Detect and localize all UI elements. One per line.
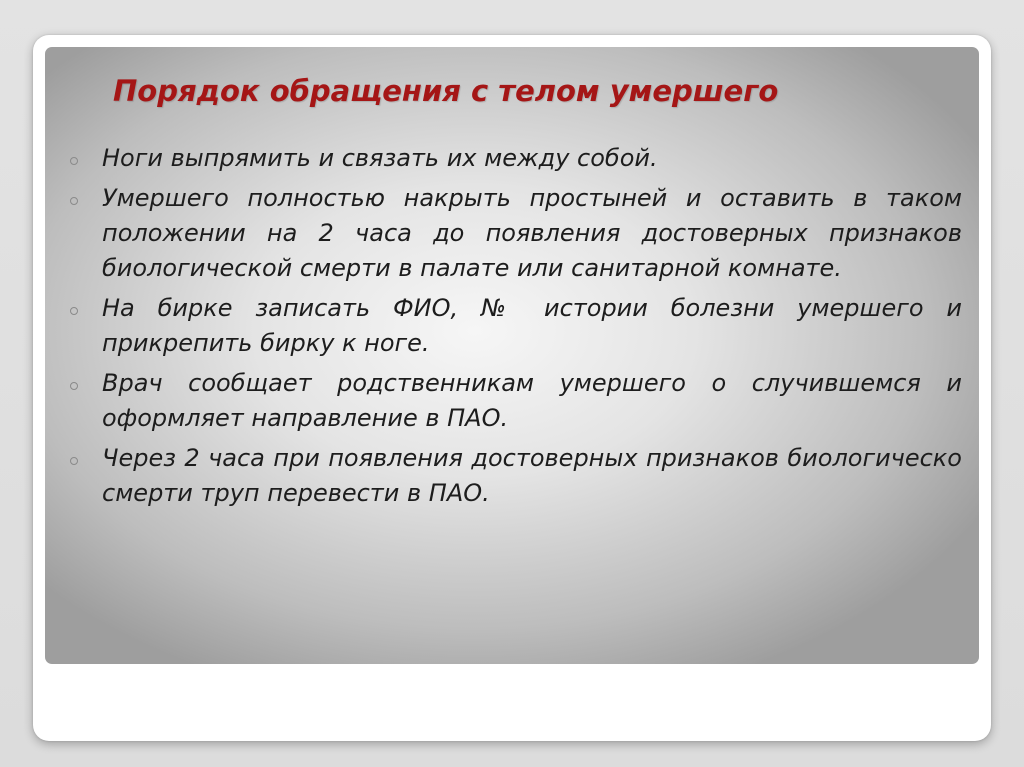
circle-bullet-icon (70, 307, 78, 315)
circle-bullet-icon (70, 157, 78, 165)
bullet-item (70, 291, 962, 361)
bullet-text: Умершего полностью накрыть простыней и оставить в таком положении на 2 часа до появления достоверных признаков биологической смерти в палате или санитарной комнате. (102, 184, 962, 282)
bullet-text: На бирке записать ФИО, № истории болезни умершего и прикрепить бирку к ноге. (102, 294, 962, 357)
slide-title: Порядок обращения с телом умершего (113, 74, 779, 108)
bullet-list (70, 141, 962, 516)
bullet-item (70, 366, 962, 436)
bullet-text: Врач сообщает родственникам умершего о случившемся и оформляет направление в ПАО. (102, 369, 962, 432)
circle-bullet-icon (70, 457, 78, 465)
bullet-item (70, 441, 962, 511)
bullet-item (70, 141, 962, 176)
bullet-item (70, 181, 962, 286)
circle-bullet-icon (70, 382, 78, 390)
bullet-text: Через 2 часа при появления достоверных признаков биологическо смерти труп перевести в ПАО. (102, 444, 962, 507)
bullet-text: Ноги выпрямить и связать их между собой. (102, 144, 658, 172)
circle-bullet-icon (70, 197, 78, 205)
